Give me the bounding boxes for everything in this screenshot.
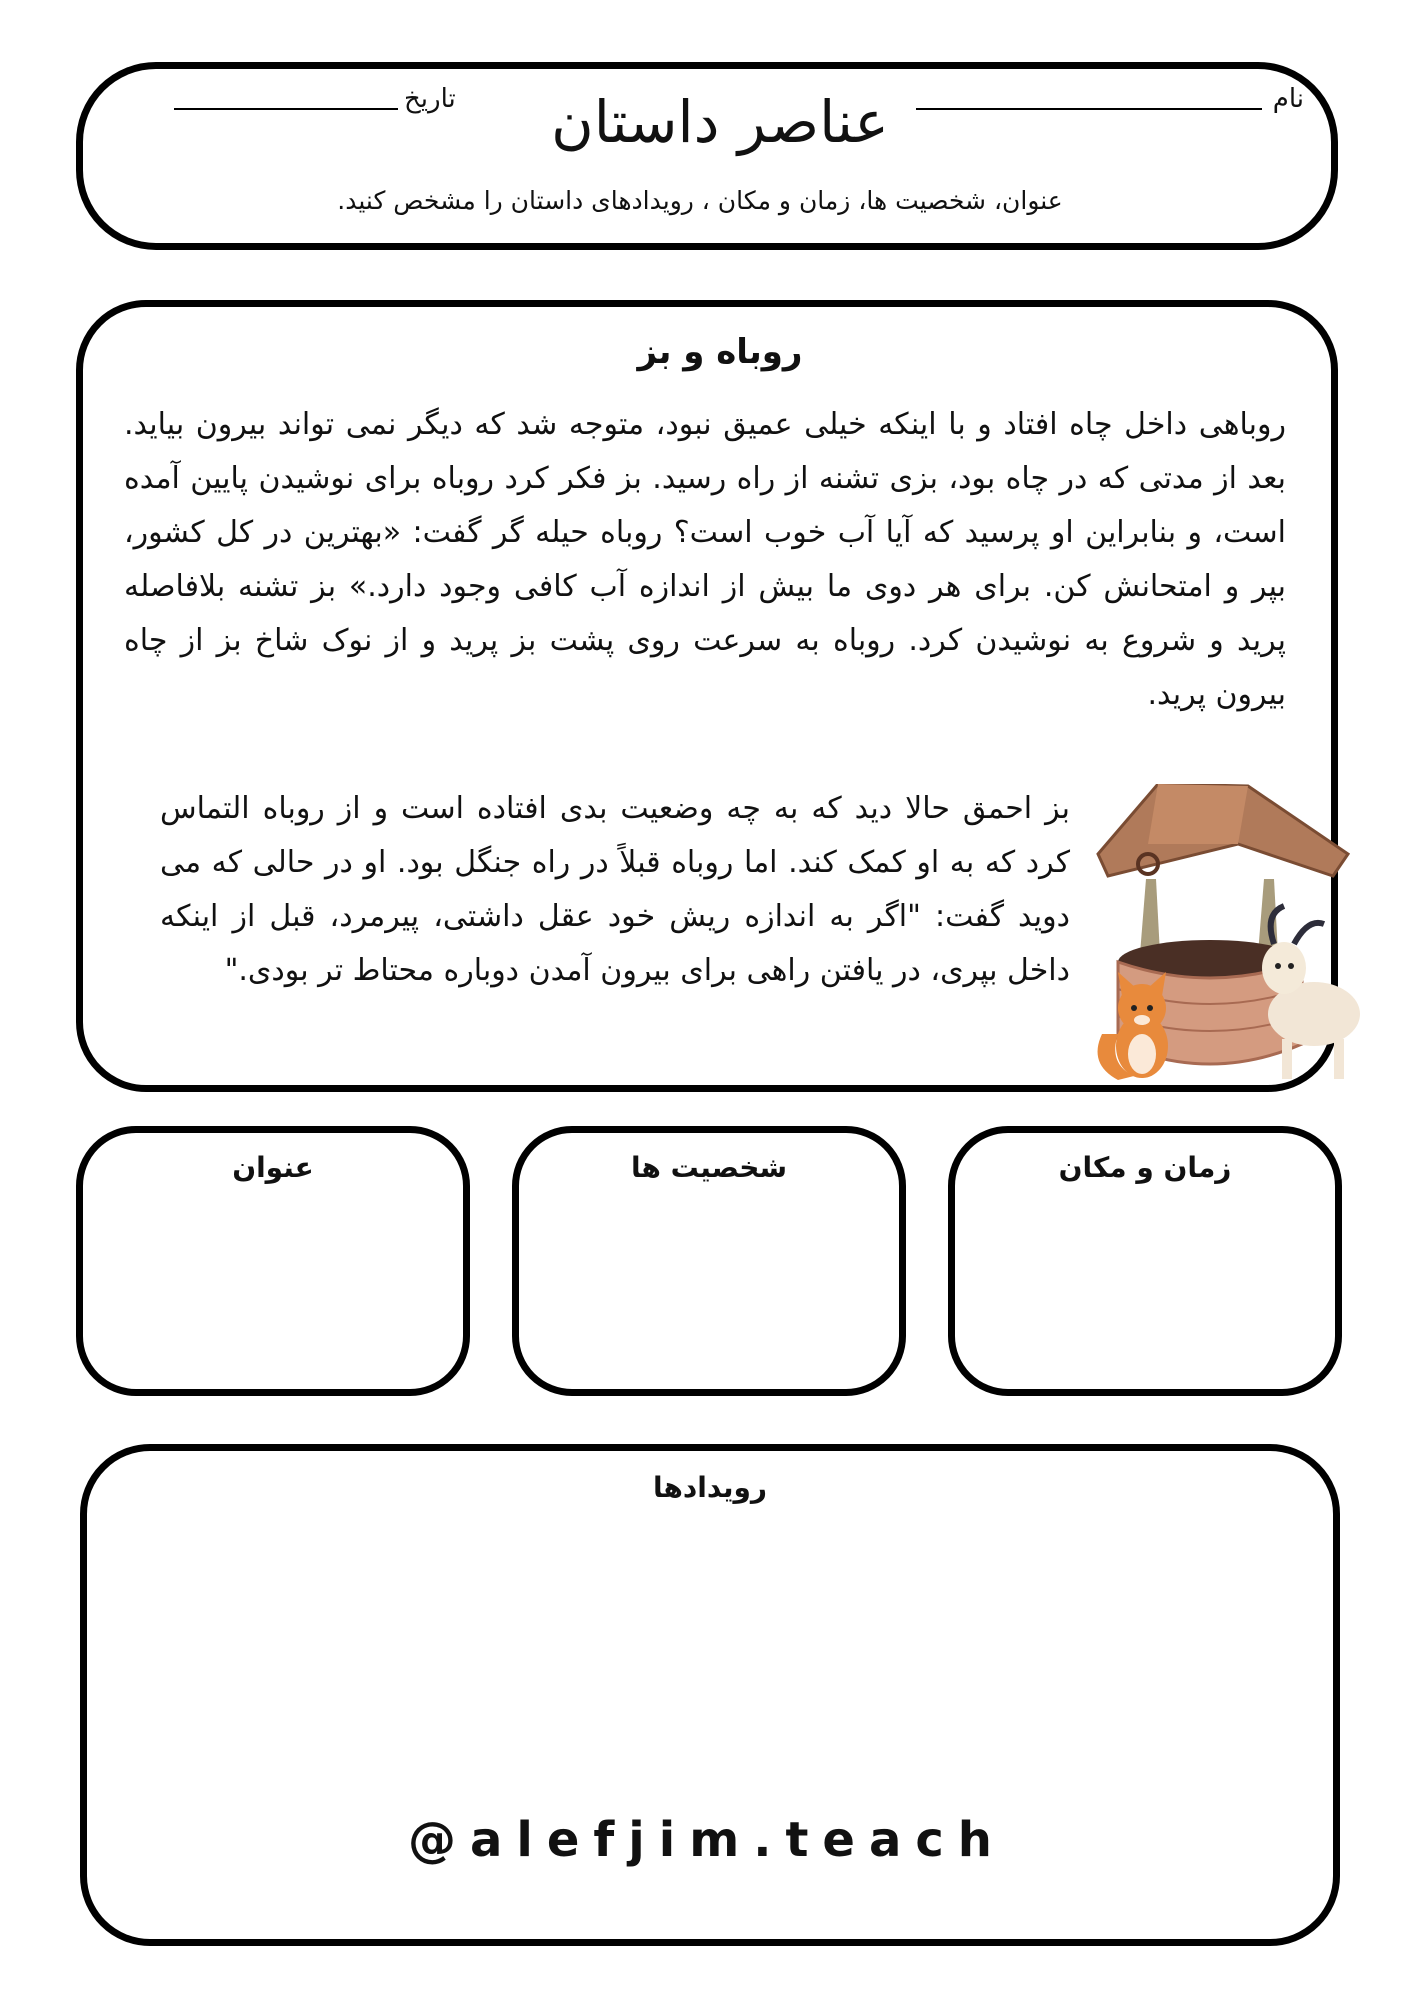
events-box-label: رویدادها (652, 1471, 768, 1504)
instructions: عنوان، شخصیت ها، زمان و مکان ، رویدادهای داستان را مشخص کنید. (337, 186, 1063, 215)
title-answer-box[interactable] (76, 1126, 470, 1396)
story-paragraph: بز احمق حالا دید که به چه وضعیت بدی افتاده است و از روباه التماس کرد که به او کمک کند. اما روباه قبلاً در راه جنگل بود. او در حالی که می دوید گفت: "اگر به اندازه ریش خود عقل داشتی، پیرمرد، قبل از اینکه داخل بپری، در یافتن راهی برای بیرون آمدن دوباره محتاط تر بودی." (160, 791, 1070, 988)
date-label: تاریخ (404, 84, 456, 114)
events-answer-box[interactable] (80, 1444, 1340, 1946)
title-box-label: عنوان (232, 1151, 314, 1184)
well-fox-goat-illustration (1088, 784, 1370, 1086)
story-paragraph: روباهی داخل چاه افتاد و با اینکه خیلی عمیق نبود، متوجه شد که دیگر نمی تواند بیرون بیاید. بعد از مدتی که در چاه بود، بزی تشنه از راه رسید. بز فکر کرد روباه برای نوشیدن پایین آمده است، و بنابراین او پرسید که آیا آب خوب است؟ روباه حیله گر گفت: «بهترین در کل کشور، بپر و امتحانش کن. برای هر دوی ما بیش از اندازه آب کافی وجود دارد.» بز تشنه بلافاصله پرید و شروع به نوشیدن کرد. روباه به سرعت روی پشت بز پرید و از نوک شاخ بز از چاه بیرون پرید. (124, 407, 1286, 712)
setting-box-label: زمان و مکان (1058, 1151, 1232, 1184)
date-field[interactable] (174, 108, 398, 110)
page-title: عناصر داستان (551, 88, 889, 156)
characters-answer-box[interactable] (512, 1126, 906, 1396)
name-label: نام (1272, 84, 1304, 114)
social-handle: @alefjim.teach (408, 1812, 1006, 1868)
name-field[interactable] (916, 108, 1262, 110)
setting-answer-box[interactable] (948, 1126, 1342, 1396)
story-title: روباه و بز (637, 332, 803, 372)
characters-box-label: شخصیت ها (630, 1151, 788, 1184)
